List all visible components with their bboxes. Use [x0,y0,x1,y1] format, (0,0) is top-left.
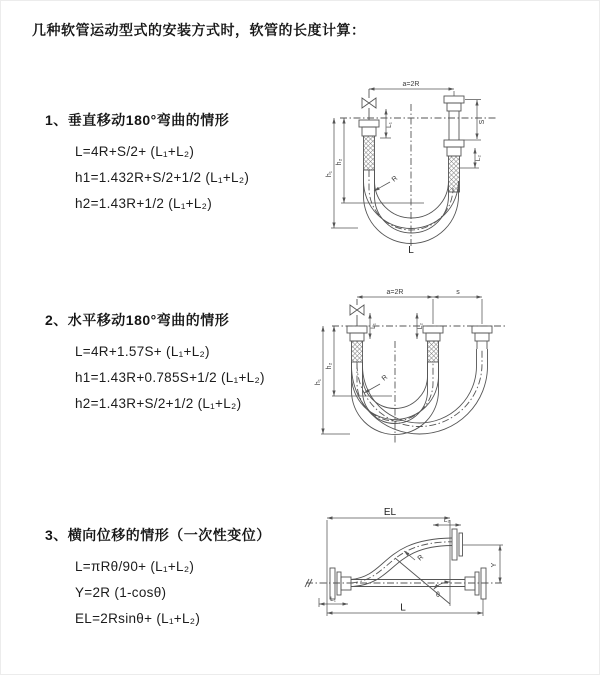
left-flange [330,568,351,599]
left-braided-hose [352,341,363,362]
displaced-flange [452,529,463,560]
dim-l2-label: L₂ [475,154,482,162]
diagram-vertical-bend [312,76,600,256]
formula: EL=2Rsinθ+ (L₁+L₂) [75,611,201,626]
middle-braided-hose [428,341,439,362]
left-pipe-fitting [359,120,379,136]
hose-u-bend-moved [352,349,488,434]
radius-leader-line [404,551,415,560]
dim-h1-label: h₁ [326,170,333,178]
dim-l1-label: L₁ [370,323,377,329]
dim-l1-label: L₁ [386,122,393,128]
right-pipe [444,96,464,192]
dimension-lines [319,518,503,616]
dim-l2-label: L₂ [443,517,451,524]
dim-l1-label: L₁ [330,596,336,603]
radius-label: R [390,174,400,184]
section-1-heading: 1、垂直移动180°弯曲的情形 [45,112,230,128]
angle-theta-label: θ [436,592,440,599]
radius-leader-line [364,384,380,393]
length-label: L [400,602,406,614]
dim-span-label: a=2R [402,81,420,88]
left-braided-hose [364,136,375,170]
middle-pipe-fitting [423,326,443,341]
dim-span-label: a=2R [386,289,404,296]
radius-leader-line [374,182,390,191]
section-2-formulas [45,339,265,417]
section-lateral-displacement [45,525,271,632]
section-2-heading: 2、水平移动180°弯曲的情形 [45,312,230,328]
dim-h2-label: h₂ [326,362,333,370]
section-vertical-bend [45,110,249,217]
dim-el-label: EL [383,507,397,518]
formula: Y=2R (1-cosθ) [75,585,167,600]
left-pipe-fitting [347,326,367,341]
dim-h1-label: h₁ [315,378,322,386]
right-pipe-fitting [472,326,492,349]
dim-s-label: s [456,289,460,296]
dim-s-label: S [479,119,486,125]
formula: h1=1.43R+0.785S+1/2 (L₁+L₂) [75,370,265,385]
dim-h2-label: h₂ [336,158,343,166]
formula: h2=1.43R+1/2 (L₁+L₂) [75,196,213,211]
length-label: L [408,245,414,256]
radius-label: R [416,553,426,563]
formula: h1=1.432R+S/2+1/2 (L₁+L₂) [75,170,250,185]
page-title: 几种软管运动型式的安装方式时，软管的长度计算： [32,22,366,38]
section-3-formulas [45,554,271,632]
right-flange [465,568,486,599]
formula: L=4R+1.57S+ (L₁+L₂) [75,344,210,359]
dim-l2-label: L₂ [417,322,424,330]
section-3-heading: 3、横向位移的情形（一次性变位） [45,527,271,543]
dim-y-label: Y [491,562,498,568]
radius-label: R [380,373,390,383]
formula: h2=1.43R+S/2+1/2 (L₁+L₂) [75,396,242,411]
formula: L=4R+S/2+ (L₁+L₂) [75,144,195,159]
diagram-lateral-displacement [300,498,600,663]
valve-icon [362,89,376,120]
diagram-horizontal-bend [310,286,600,461]
valve-icon [350,299,364,326]
section-1-formulas [45,139,249,217]
section-horizontal-bend [45,310,265,417]
formula: L=πRθ/90+ (L₁+L₂) [75,559,195,574]
radius-construction-line [395,558,450,604]
